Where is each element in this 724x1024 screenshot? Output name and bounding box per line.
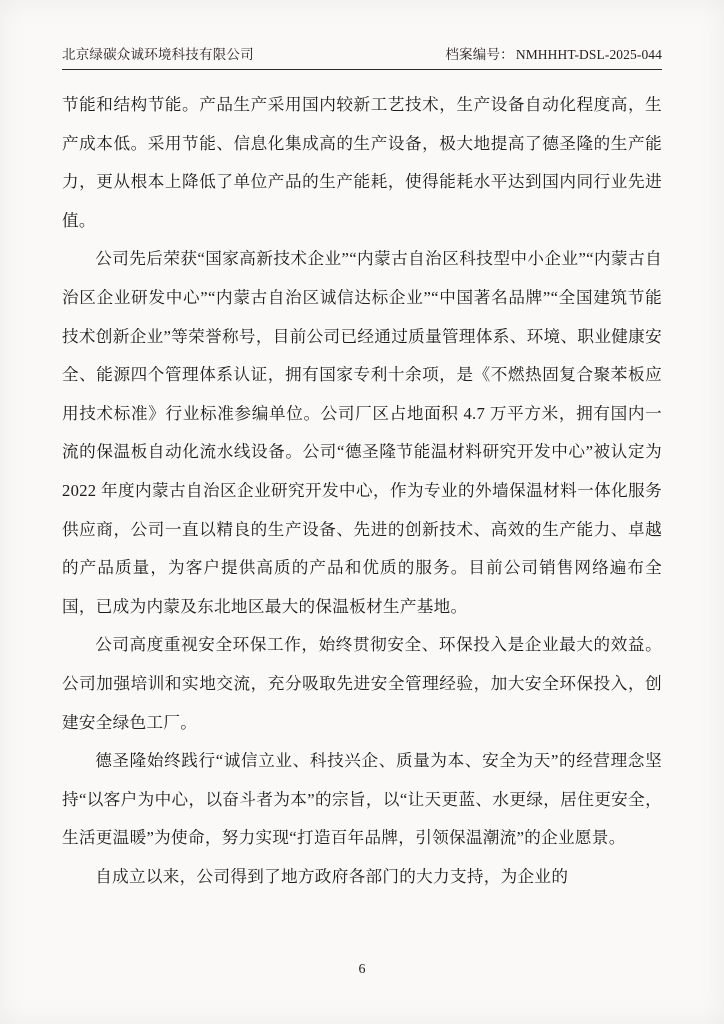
header-divider [62,69,662,70]
archive-code: NMHHHT-DSL-2025-044 [515,47,662,62]
paragraph-1: 节能和结构节能。产品生产采用国内较新工艺技术，生产设备自动化程度高，生产成本低。采用节能、信息化集成高的生产设备，极大地提高了德圣隆的生产能力，更从根本上降低了单位产品的生产能耗，使得能耗水平达到国内同行业先进值。 [62,95,662,230]
header-archive [445,43,662,63]
document-body [62,86,662,896]
paragraph-5: 自成立以来，公司得到了地方政府各部门的大力支持，为企业的 [95,866,569,886]
page-header [62,0,662,63]
paragraph-2: 公司先后荣获“国家高新技术企业”“内蒙古自治区科技型中小企业”“内蒙古自治区企业研发中心”“内蒙古自治区诚信达标企业”“中国著名品牌”“全国建筑节能技术创新企业”等荣誉称号，目前公司已经通过质量管理体系、环境、职业健康安全、能源四个管理体系认证，拥有国家专利十余项，是《不燃热固复合聚苯板应用技术标准》行业标准参编单位。公司厂区占地面积 4.7 万平方米，拥有国内一流的保温板自动化流水线设备。公司“德圣隆节能温材料研究开发中心”被认定为 2022 年度内蒙古自治区企业研究开发中心，作为专业的外墙保温材料一体化服务供应商，公司一直以精良的生产设备、先进的创新技术、高效的生产能力、卓越的产品质量，为客户提供高质的产品和优质的服务。目前公司销售网络遍布全国，已成为内蒙及东北地区最大的保温板材生产基地。 [62,249,662,616]
header-company-name: 北京绿碳众诚环境科技有限公司 [62,47,254,62]
paragraph-3: 公司高度重视安全环保工作，始终贯彻安全、环保投入是企业最大的效益。公司加强培训和实地交流，充分吸取先进安全管理经验，加大安全环保投入，创建安全绿色工厂。 [62,635,662,732]
archive-label: 档案编号： [445,47,514,62]
paragraph-4: 德圣隆始终践行“诚信立业、科技兴企、质量为本、安全为天”的经营理念坚持“以客户为中心，以奋斗者为本”的宗旨，以“让天更蓝、水更绿，居住更安全，生活更温暖”为使命，努力实现“打造百年品牌，引领保温潮流”的企业愿景。 [62,751,662,848]
page-number: 6 [358,962,366,977]
